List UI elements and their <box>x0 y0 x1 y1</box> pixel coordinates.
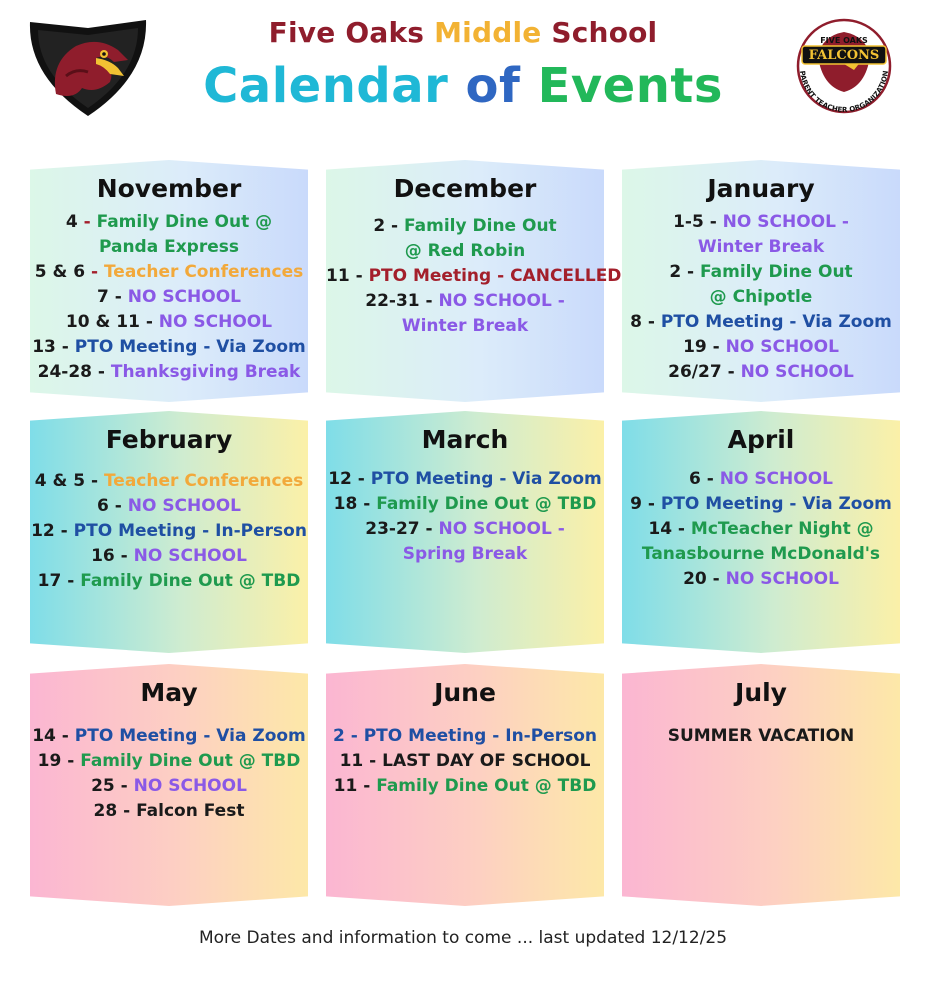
event-line <box>30 469 308 494</box>
event-text: Family Dine Out @ TBD <box>80 751 301 771</box>
month-card-march <box>326 411 604 653</box>
event-line <box>622 285 900 310</box>
month-title: April <box>727 425 795 454</box>
event-line <box>622 335 900 360</box>
event-line <box>622 567 900 592</box>
event-line <box>326 542 604 567</box>
event-text: PTO Meeting - Via Zoom <box>74 726 306 746</box>
event-line <box>30 799 308 824</box>
event-line <box>326 724 604 749</box>
event-text: 25 - <box>91 776 134 796</box>
school-word-2: Middle <box>434 16 552 49</box>
event-text: NO SCHOOL <box>719 469 833 489</box>
event-text: 14 - <box>32 726 75 746</box>
event-list <box>30 210 308 385</box>
event-text: 8 - <box>630 312 661 332</box>
event-text: 19 - <box>683 337 726 357</box>
event-line <box>622 517 900 542</box>
event-list <box>30 724 308 824</box>
event-line <box>326 517 604 542</box>
month-card-may <box>30 664 308 906</box>
event-text: SUMMER VACATION <box>667 726 855 746</box>
event-line <box>30 210 308 235</box>
event-text: 1-5 - <box>673 212 723 232</box>
event-line <box>326 749 604 774</box>
event-text: Panda Express <box>98 237 240 257</box>
event-text: Family Dine Out @ TBD <box>376 494 597 514</box>
event-line <box>622 310 900 335</box>
event-text: 22-31 - <box>365 291 439 311</box>
event-line <box>326 492 604 517</box>
event-text: NO SCHOOL <box>725 337 839 357</box>
event-text: 28 - Falcon Fest <box>93 801 245 821</box>
month-title: November <box>96 174 242 203</box>
event-text: Family Dine Out <box>700 262 853 282</box>
event-text: Spring Break <box>402 544 528 564</box>
event-line <box>326 467 604 492</box>
event-line <box>30 310 308 335</box>
event-list <box>622 467 900 592</box>
event-text: 10 & 11 - <box>65 312 159 332</box>
month-card-april <box>622 411 900 653</box>
event-text: 26/27 - <box>668 362 741 382</box>
event-line <box>30 360 308 385</box>
event-list <box>326 724 604 799</box>
event-line <box>30 544 308 569</box>
event-line <box>30 724 308 749</box>
event-text: 18 - <box>333 494 377 514</box>
event-line <box>30 494 308 519</box>
event-text: Winter Break <box>401 316 529 336</box>
event-line <box>326 289 604 314</box>
event-line <box>326 774 604 799</box>
event-text: PTO Meeting - Via Zoom <box>660 312 892 332</box>
event-text: Family Dine Out <box>404 216 557 236</box>
month-card-november <box>30 160 308 402</box>
event-text: 9 - <box>630 494 661 514</box>
event-line <box>622 542 900 567</box>
event-text: Teacher Conferences <box>103 471 304 491</box>
event-list <box>622 210 900 385</box>
school-word-1: Five Oaks <box>268 16 435 49</box>
event-text: 24-28 - <box>37 362 111 382</box>
month-title: January <box>707 174 815 203</box>
event-text: NO SCHOOL <box>133 546 247 566</box>
event-text: 6 - <box>96 496 128 516</box>
event-text: 7 - <box>96 287 128 307</box>
svg-text:FIVE OAKS <box>820 36 868 45</box>
event-line <box>622 492 900 517</box>
event-text: 11 - <box>326 266 369 286</box>
event-text: NO SCHOOL - <box>438 519 565 539</box>
event-text: NO SCHOOL <box>127 496 241 516</box>
month-card-december <box>326 160 622 402</box>
event-text: NO SCHOOL - <box>722 212 849 232</box>
event-text: 2 - <box>669 262 701 282</box>
header <box>0 0 926 140</box>
month-card-july <box>622 664 900 906</box>
event-text: Family Dine Out @ <box>96 212 273 232</box>
month-title: February <box>105 425 233 454</box>
event-text: McTeacher Night @ <box>690 519 874 539</box>
event-text: Tanasbourne McDonald's <box>641 544 881 564</box>
event-text: NO SCHOOL - <box>438 291 565 311</box>
event-line <box>622 235 900 260</box>
event-line <box>326 239 604 264</box>
event-line <box>622 467 900 492</box>
event-text: PTO Meeting - In-Person <box>73 521 307 541</box>
event-text: NO SCHOOL <box>133 776 247 796</box>
event-text: @ Red Robin <box>404 241 526 261</box>
event-text: - <box>83 212 97 232</box>
event-line <box>326 314 604 339</box>
month-title: May <box>140 678 198 707</box>
event-text: 5 & 6 <box>34 262 91 282</box>
event-text: NO SCHOOL <box>127 287 241 307</box>
event-line <box>622 724 900 749</box>
month-title: July <box>735 678 787 707</box>
event-text: @ Chipotle <box>709 287 813 307</box>
event-text: 16 - <box>91 546 134 566</box>
event-text: 13 - <box>32 337 75 357</box>
event-text: 4 & 5 - <box>34 471 104 491</box>
event-text: Family Dine Out @ TBD <box>80 571 301 591</box>
event-text: NO SCHOOL <box>158 312 273 332</box>
month-title: June <box>434 678 496 707</box>
event-text: PTO Meeting - Via Zoom <box>74 337 306 357</box>
event-line <box>30 260 308 285</box>
event-text: 23-27 - <box>365 519 439 539</box>
event-text: 11 - <box>333 776 377 796</box>
event-text: 4 <box>65 212 84 232</box>
footer-note: More Dates and information to come ... last updated 12/12/25 <box>198 928 728 948</box>
event-line <box>622 260 900 285</box>
pto-falcons-logo <box>788 12 900 128</box>
month-card-june <box>326 664 604 906</box>
event-line <box>30 285 308 310</box>
event-text: 17 - <box>37 571 81 591</box>
event-text: - <box>90 262 104 282</box>
event-line <box>622 210 900 235</box>
month-card-february <box>30 411 308 653</box>
pto-logo-top-text: FIVE OAKS <box>820 36 868 45</box>
event-text: 20 - <box>683 569 726 589</box>
pto-logo-ring-text: PARENT TEACHER ORGANIZATION <box>798 70 890 115</box>
event-text: PTO Meeting - Via Zoom <box>660 494 892 514</box>
event-text: 12 - <box>31 521 74 541</box>
event-text: NO SCHOOL <box>725 569 839 589</box>
event-line <box>30 569 308 594</box>
event-line <box>30 749 308 774</box>
event-text: 11 - LAST DAY OF SCHOOL <box>339 751 591 771</box>
event-line <box>30 335 308 360</box>
event-text: 14 - <box>648 519 691 539</box>
event-line <box>326 264 622 289</box>
event-text: Family Dine Out @ TBD <box>376 776 597 796</box>
event-text: 2 - <box>373 216 405 236</box>
title-word-2: of <box>465 58 538 114</box>
svg-text:FALCONS <box>809 48 880 63</box>
event-text: PTO Meeting - Via Zoom <box>370 469 602 489</box>
event-line <box>622 360 900 385</box>
school-word-3: School <box>551 16 658 49</box>
title-word-3: Events <box>537 58 723 114</box>
event-list <box>30 469 308 594</box>
event-line <box>30 235 308 260</box>
title-word-1: Calendar <box>203 58 466 114</box>
event-text: NO SCHOOL <box>740 362 854 382</box>
event-line <box>30 519 308 544</box>
month-title: December <box>393 174 537 203</box>
month-card-january <box>622 160 900 402</box>
event-line <box>326 214 604 239</box>
event-list <box>326 214 622 339</box>
event-text: 19 - <box>37 751 81 771</box>
event-list <box>622 724 900 749</box>
event-list <box>326 467 604 567</box>
event-text: 12 - <box>328 469 371 489</box>
event-text: 2 - PTO Meeting - In-Person <box>333 726 597 746</box>
event-text: PTO Meeting - CANCELLED <box>368 266 622 286</box>
event-text: Teacher Conferences <box>103 262 304 282</box>
month-title: March <box>421 425 509 454</box>
event-text: 6 - <box>688 469 720 489</box>
event-text: Thanksgiving Break <box>110 362 301 382</box>
event-line <box>30 774 308 799</box>
pto-logo-banner-text: FALCONS <box>808 48 880 63</box>
event-text: Winter Break <box>697 237 825 257</box>
